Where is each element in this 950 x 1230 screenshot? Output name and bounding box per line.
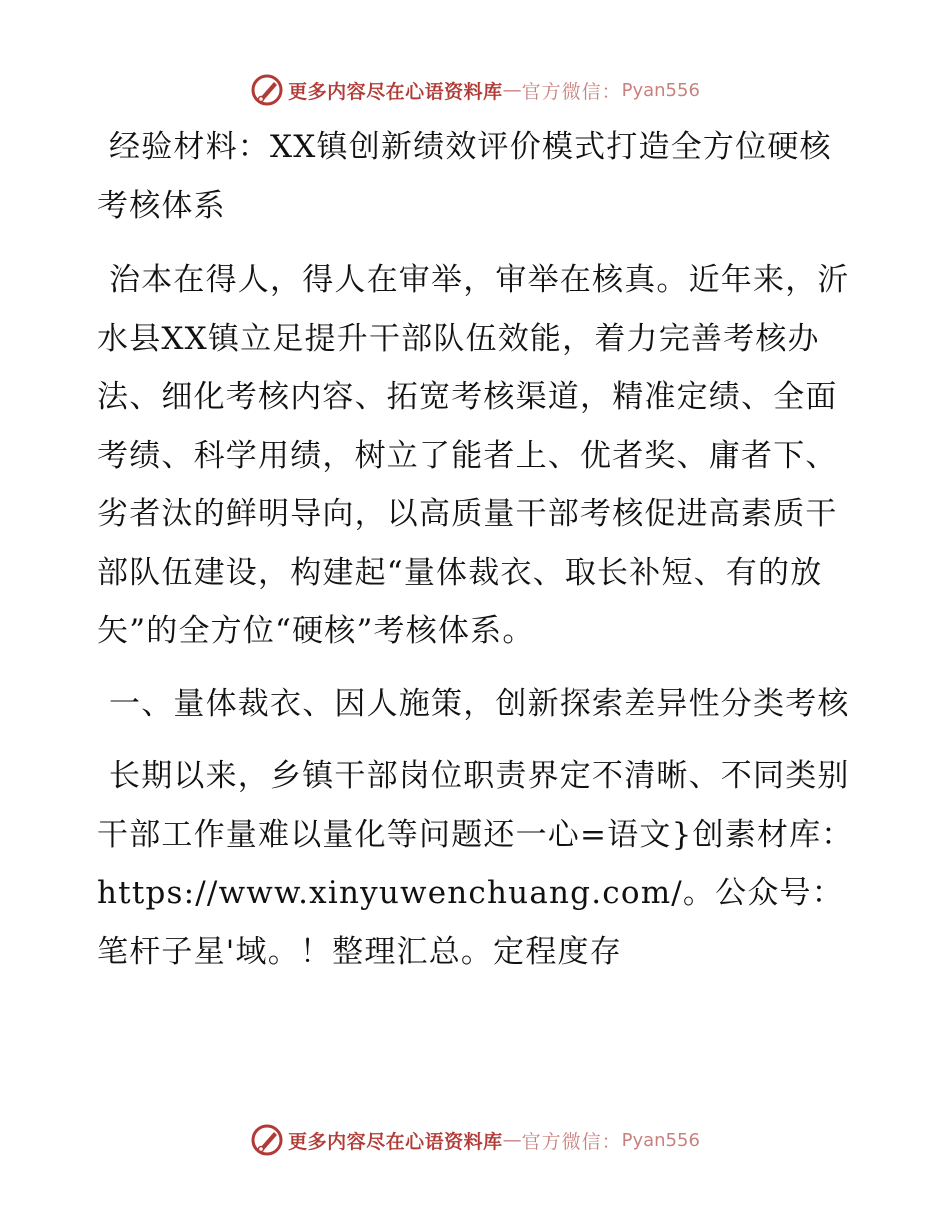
banner-wechat-id: Pyan556 [621,79,700,101]
footer-watermark [0,1120,950,1160]
banner-wechat-id: Pyan556 [621,1129,700,1151]
section-heading-1: 一、量体裁衣、因人施策，创新探索差异性分类考核 [109,685,850,722]
paragraph-intro: 治本在得人，得人在审举，审举在核真。近年来，沂水县XX镇立足提升干部队伍效能，着力完善考核办法、细化考核内容、拓宽考核渠道，精准定绩、全面考绩、科学用绩，树立了能者上、优者奖、庸者下、劣者汰的鲜明导向，以高质量干部考核促进高素质干部队伍建设，构建起“量体裁衣、取长补短、有的放矢”的全方位“硬核”考核体系。 [97,262,850,649]
banner-separator: — [502,1129,522,1151]
header-watermark [0,70,950,110]
paragraph-section-1: 长期以来，乡镇干部岗位职责界定不清晰、不同类别干部工作量难以量化等问题还一心=语文}创素材库：https://www.xinyuwenchuang.com/。公众号：笔杆子星'域。！整理汇总。定程度存 [97,758,854,970]
banner-sub-text: 官方微信： [521,1130,622,1153]
banner-sub-text: 官方微信： [521,80,622,103]
banner-main-text: 更多内容尽在心语资料库 [288,80,503,103]
pen-logo-icon [250,1123,284,1157]
document-title: 经验材料：XX镇创新绩效评价模式打造全方位硬核考核体系 [97,129,832,224]
banner-main-text: 更多内容尽在心语资料库 [288,1130,503,1153]
pen-logo-icon [250,73,284,107]
banner-separator: — [502,79,522,101]
document-body [97,118,857,981]
